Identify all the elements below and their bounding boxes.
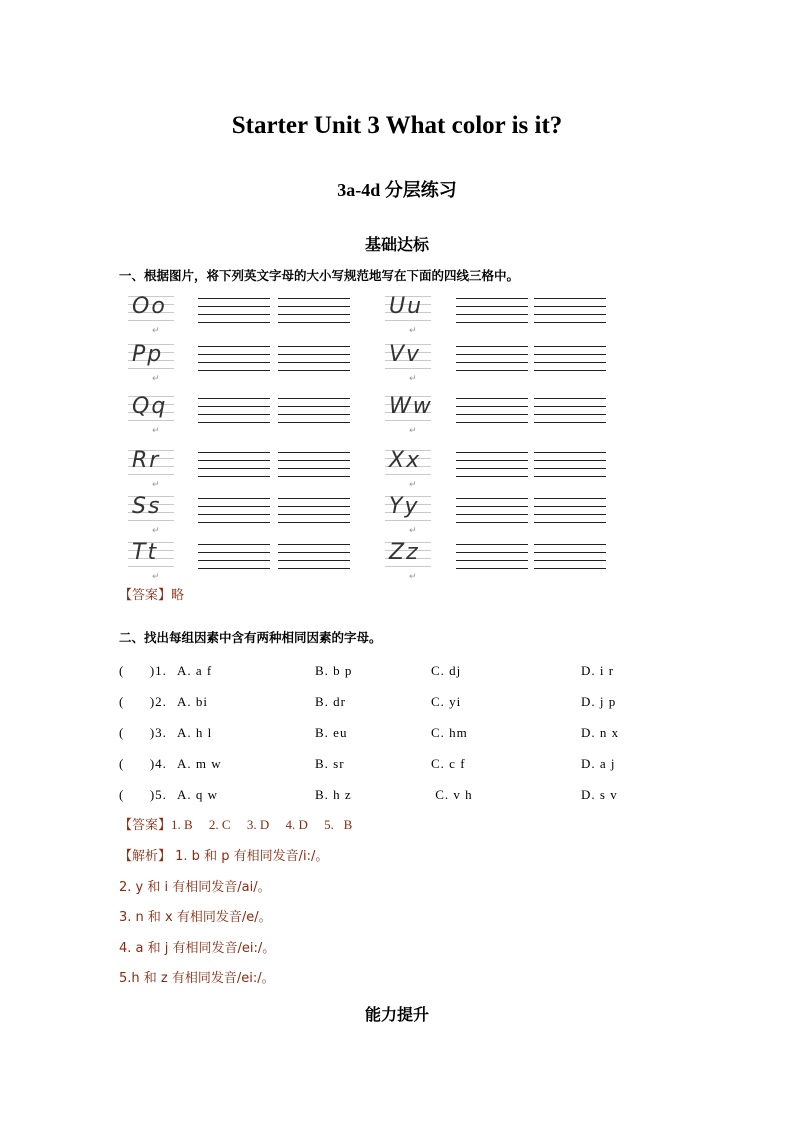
paragraph-mark-icon: ↵ xyxy=(409,326,419,336)
option-c: C. v h xyxy=(431,787,473,802)
writing-lines[interactable] xyxy=(198,298,270,328)
option-a: A. a f xyxy=(177,663,213,678)
paragraph-mark-icon: ↵ xyxy=(152,526,162,536)
letter-pair: Oo xyxy=(132,294,167,319)
letter-sample xyxy=(385,340,425,384)
option-d: D. s v xyxy=(581,787,618,802)
writing-lines[interactable] xyxy=(198,398,270,428)
option-d: D. j p xyxy=(581,694,617,709)
letter-pair: Ss xyxy=(132,494,162,519)
writing-lines[interactable] xyxy=(198,544,270,574)
letter-sample xyxy=(385,446,425,490)
answer-blank[interactable]: ( )1. xyxy=(119,663,167,678)
letter-sample xyxy=(385,538,425,582)
paragraph-mark-icon: ↵ xyxy=(409,426,419,436)
option-a: A. q w xyxy=(177,787,219,802)
writing-lines[interactable] xyxy=(198,498,270,528)
letter-pair: Ww xyxy=(389,394,433,419)
letter-pair: Uu xyxy=(389,294,424,319)
explain-label: 【解析】 xyxy=(119,849,172,864)
question-2-explanation-line: 2. y 和 i 有相同发音/ai/。 xyxy=(119,880,271,895)
page-subtitle: 3a-4d 分层练习 xyxy=(337,180,457,200)
answer-label: 【答案】 xyxy=(119,588,172,603)
question-2-explanation-line xyxy=(119,845,328,864)
writing-lines[interactable] xyxy=(456,544,528,574)
answer-blank[interactable]: ( )4. xyxy=(119,756,167,771)
question-1-answer xyxy=(119,584,184,603)
writing-lines[interactable] xyxy=(278,452,350,482)
paragraph-mark-icon: ↵ xyxy=(152,480,162,490)
writing-lines[interactable] xyxy=(278,298,350,328)
letter-sample xyxy=(128,340,168,384)
letter-sample xyxy=(385,292,425,336)
option-a: A. m w xyxy=(177,756,222,771)
paragraph-mark-icon: ↵ xyxy=(152,374,162,384)
writing-lines[interactable] xyxy=(456,498,528,528)
writing-lines[interactable] xyxy=(278,346,350,376)
writing-lines[interactable] xyxy=(198,452,270,482)
letter-pair: Yy xyxy=(389,494,420,519)
letter-pair: Xx xyxy=(389,448,422,473)
writing-lines[interactable] xyxy=(534,544,606,574)
mc-question-row xyxy=(119,663,639,683)
letter-pair: Pp xyxy=(132,342,164,367)
letter-pair: Vv xyxy=(389,342,422,367)
option-a: A. h l xyxy=(177,725,213,740)
writing-lines[interactable] xyxy=(534,398,606,428)
writing-lines[interactable] xyxy=(456,452,528,482)
writing-lines[interactable] xyxy=(278,398,350,428)
writing-lines[interactable] xyxy=(278,498,350,528)
paragraph-mark-icon: ↵ xyxy=(152,326,162,336)
mc-question-row xyxy=(119,694,639,714)
option-c: C. yi xyxy=(431,694,462,709)
option-b: B. eu xyxy=(315,725,348,740)
letter-pair: Rr xyxy=(132,448,161,473)
writing-lines[interactable] xyxy=(278,544,350,574)
option-d: D. n x xyxy=(581,725,620,740)
paragraph-mark-icon: ↵ xyxy=(409,572,419,582)
answer-label: 【答案】 xyxy=(119,818,172,833)
option-c: C. dj xyxy=(431,663,462,678)
page-title: Starter Unit 3 What color is it? xyxy=(231,112,563,139)
option-d: D. i r xyxy=(581,663,615,678)
writing-lines[interactable] xyxy=(534,452,606,482)
writing-lines[interactable] xyxy=(456,298,528,328)
option-b: B. sr xyxy=(315,756,345,771)
question-2-explanation-line: 3. n 和 x 有相同发音/e/。 xyxy=(119,910,272,925)
answer-blank[interactable]: ( )2. xyxy=(119,694,167,709)
paragraph-mark-icon: ↵ xyxy=(152,572,162,582)
paragraph-mark-icon: ↵ xyxy=(409,526,419,536)
letter-sample xyxy=(128,492,168,536)
paragraph-mark-icon: ↵ xyxy=(152,426,162,436)
writing-lines[interactable] xyxy=(534,346,606,376)
section-title-basic: 基础达标 xyxy=(364,235,429,254)
question-2-explanation-line: 4. a 和 j 有相同发音/ei:/。 xyxy=(119,941,276,956)
answer-text: 略 xyxy=(171,588,185,603)
option-c: C. hm xyxy=(431,725,468,740)
writing-lines[interactable] xyxy=(534,298,606,328)
option-b: B. dr xyxy=(315,694,346,709)
letter-sample xyxy=(128,392,168,436)
letter-sample xyxy=(385,392,433,436)
letter-sample xyxy=(128,446,168,490)
option-c: C. c f xyxy=(431,756,466,771)
letter-sample xyxy=(128,538,168,582)
letter-pair: Zz xyxy=(389,540,420,565)
option-b: B. b p xyxy=(315,663,353,678)
letter-sample xyxy=(385,492,425,536)
option-b: B. h z xyxy=(315,787,352,802)
mc-question-row xyxy=(119,787,639,807)
answer-text: 1. B 2. C 3. D 4. D 5. B xyxy=(171,817,353,832)
option-a: A. bi xyxy=(177,694,208,709)
question-2-heading: 二、找出每组因素中含有两种相同因素的字母。 xyxy=(119,630,382,645)
letter-pair: Tt xyxy=(132,540,159,565)
section-title-advanced: 能力提升 xyxy=(364,1005,429,1024)
question-2-explanation-line: 5.h 和 z 有相同发音/ei:/。 xyxy=(119,971,275,986)
paragraph-mark-icon: ↵ xyxy=(409,374,419,384)
letter-pair: Qq xyxy=(132,394,168,419)
letter-sample xyxy=(128,292,168,336)
writing-lines[interactable] xyxy=(534,498,606,528)
answer-blank[interactable]: ( )5. xyxy=(119,787,167,802)
mc-question-row xyxy=(119,725,639,745)
question-2-answer xyxy=(119,814,352,833)
question-1-heading: 一、根据图片，将下列英文字母的大小写规范地写在下面的四线三格中。 xyxy=(119,268,520,283)
explain-text: 1. b 和 p 有相同发音/i:/。 xyxy=(171,849,329,864)
writing-lines[interactable] xyxy=(198,346,270,376)
paragraph-mark-icon: ↵ xyxy=(409,480,419,490)
writing-lines[interactable] xyxy=(456,398,528,428)
writing-lines[interactable] xyxy=(456,346,528,376)
answer-blank[interactable]: ( )3. xyxy=(119,725,167,740)
mc-question-row xyxy=(119,756,639,776)
option-d: D. a j xyxy=(581,756,616,771)
